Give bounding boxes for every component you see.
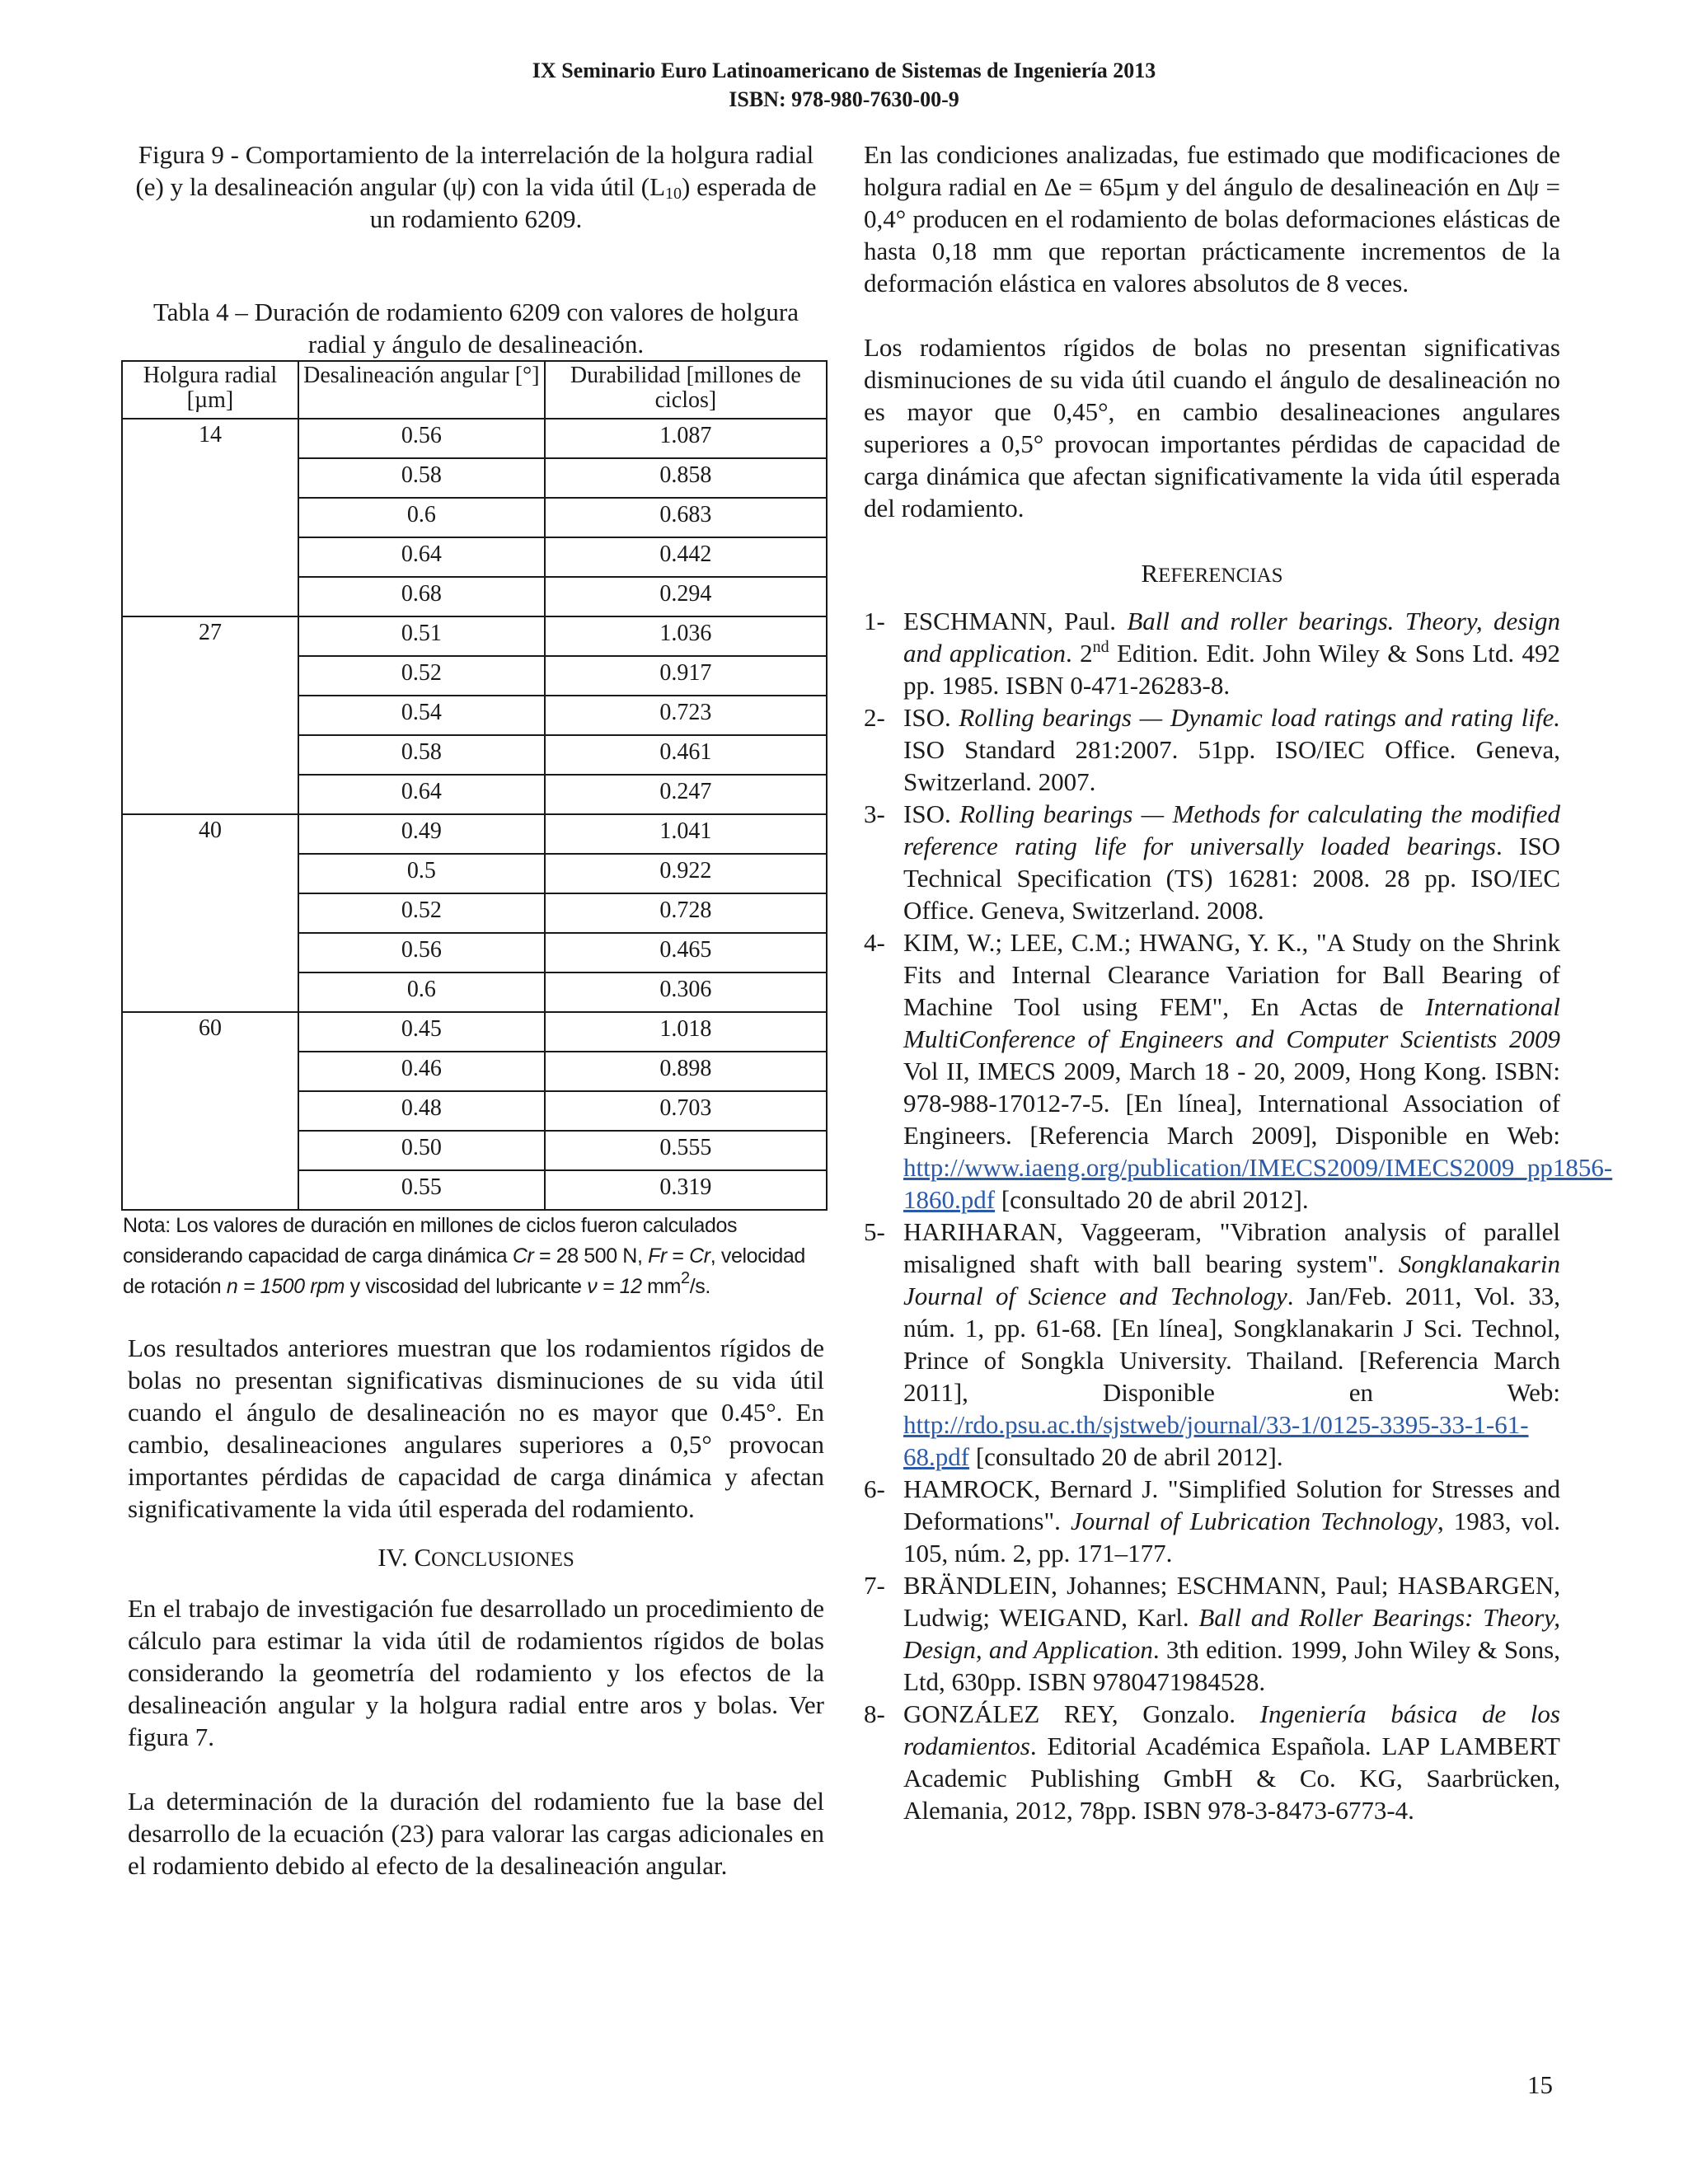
angle-cell: 0.56 (298, 933, 545, 972)
angle-cell: 0.55 (298, 1170, 545, 1210)
right-column (864, 138, 1613, 1826)
table-row (122, 1012, 827, 1052)
life-cell: 0.294 (545, 577, 827, 616)
angle-cell: 0.52 (298, 656, 545, 696)
reference-item: 7- BRÄNDLEIN, Johannes; ESCHMANN, Paul; HASBARGEN, Ludwig; WEIGAND, Karl. Ball and Roller Bearings: Theory, Design, and Application. 3th edition. 1999, John Wiley & Sons, Ltd, 630pp. ISBN 9780471984528. (864, 1571, 1560, 1696)
header-title: IX Seminario Euro Latinoamericano de Sistemas de Ingeniería 2013 (532, 59, 1156, 82)
header-clearance: Holgura radial [µm] (122, 361, 298, 419)
results-paragraph: Los resultados anteriores muestran que los rodamientos rígidos de bolas no presentan significativas disminuciones de su vida útil cuando el ángulo de desalineación no es mayor que 0.45°. En cambio, desalineaciones angulares superiores a 0,5° provocan importantes pérdidas de capacidad de carga dinámica y afectan significativamente la vida útil esperada del rodamiento. (128, 1333, 824, 1523)
table-row (122, 419, 827, 458)
conclusion-paragraph-1: En el trabajo de investigación fue desarrollado un procedimiento de cálculo para estimar la vida útil de rodamientos rígidos de bolas considerando la geometría del rodamiento y los efectos de la desalineación angular y la holgura radial entre aros y bolas. Ver figura 7. (128, 1594, 824, 1751)
clearance-cell: 60 (122, 1012, 298, 1210)
life-cell: 1.036 (545, 616, 827, 656)
table-note: Nota: Los valores de duración en millones de ciclos fueron calculados considerando capacidad de carga dinámica Cr = 28 500 N, Fr = Cr, velocidad de rotación n = 1500 rpm y viscosidad del lubricante ν = 12 $mm^2/s$. (123, 1214, 805, 1298)
reference-item: 1- ESCHMANN, Paul. Ball and roller bearings. Theory, design and application. 2nd Edition. Edit. John Wiley & Sons Ltd. 492 pp. 1985. ISBN 0-471-26283-8. (864, 607, 1560, 700)
reference-item: 8- GONZÁLEZ REY, Gonzalo. Ingeniería básica de los rodamientos. Editorial Académica Española. LAP LAMBERT Academic Publishing GmbH & Co. KG, Saarbrücken, Alemania, 2012, 78pp. ISBN 978-3-8473-6773-4. (864, 1699, 1560, 1825)
header-durability: Durabilidad [millones de ciclos] (545, 361, 827, 419)
life-cell: 0.898 (545, 1052, 827, 1091)
analysis-paragraph: En las condiciones analizadas, fue estimado que modificaciones de holgura radial en Δe = 65µm y del ángulo de desalineación en Δψ = 0,4° producen en el rodamiento de bolas deformaciones elásticas de hasta 0,18 mm que reportan prácticamente incrementos de la deformación elástica en valores absolutos de 8 veces. (864, 140, 1560, 298)
angle-cell: 0.49 (298, 814, 545, 854)
life-cell: 0.465 (545, 933, 827, 972)
duration-table (121, 360, 828, 1211)
header-isbn: ISBN: 978-980-7630-00-9 (729, 87, 959, 111)
reference-item: 5- HARIHARAN, Vaggeeram, "Vibration analysis of parallel misaligned shaft with ball bearing system". Songklanakarin Journal of Science and Technology. Jan/Feb. 2011, Vol. 33, núm. 1, pp. 61-68. [En línea], Songklanakarin J Sci. Technol, Prince of Songkla University. Thailand. [Referencia March 2011], Disponible en Web: http://rdo.psu.ac.th/sjstweb/journal/33-1/0125-3395-33-1-61-68.pdf [consultado 20 de abril 2012]. (864, 1217, 1560, 1471)
clearance-cell: 27 (122, 616, 298, 814)
angle-cell: 0.45 (298, 1012, 545, 1052)
figure-9-caption: Figura 9 - Comportamiento de la interrelación de la holgura radial (e) y la desalineación angular (ψ) con la vida útil $(L_{10})$ esperada de un rodamiento 6209. (135, 140, 817, 233)
iaeng-link[interactable]: http://www.iaeng.org/publication/IMECS2009/IMECS2009_pp1856-1860.pdf (903, 1153, 1613, 1214)
conclusion-paragraph-2: La determinación de la duración del rodamiento fue la base del desarrollo de la ecuación (23) para valorar las cargas adicionales en el rodamiento debido al efecto de la desalineación angular. (128, 1787, 824, 1880)
table-row (122, 616, 827, 656)
angle-cell: 0.68 (298, 577, 545, 616)
reference-item: 6- HAMROCK, Bernard J. "Simplified Solution for Stresses and Deformations". Journal of Lubrication Technology, 1983, vol. 105, núm. 2, pp. 171–177. (864, 1474, 1560, 1568)
angle-cell: 0.64 (298, 537, 545, 577)
life-cell: 0.461 (545, 735, 827, 775)
angle-cell: 0.54 (298, 696, 545, 735)
angle-cell: 0.5 (298, 854, 545, 893)
life-cell: 0.683 (545, 498, 827, 537)
references-heading: REFERENCIAS (1141, 559, 1283, 588)
life-cell: 1.041 (545, 814, 827, 854)
angle-cell: 0.52 (298, 893, 545, 933)
header-misalignment: Desalineación angular [°] (298, 361, 545, 419)
life-cell: 1.018 (545, 1012, 827, 1052)
angle-cell: 0.56 (298, 419, 545, 458)
running-header (0, 56, 1688, 114)
life-cell: 0.917 (545, 656, 827, 696)
angle-cell: 0.48 (298, 1091, 545, 1131)
life-cell: 0.728 (545, 893, 827, 933)
life-cell: 0.306 (545, 972, 827, 1012)
angle-cell: 0.51 (298, 616, 545, 656)
life-cell: 0.858 (545, 458, 827, 498)
reference-item: 4- KIM, W.; LEE, C.M.; HWANG, Y. K., "A Study on the Shrink Fits and Internal Clearance Variation for Ball Bearing of Machine Tool using FEM", En Actas de International MultiConference of Engineers and Computer Scientists 2009 Vol II, IMECS 2009, March 18 - 20, 2009, Hong Kong. ISBN: 978-988-17012-7-5. [En línea], International Association of Engineers. [Referencia March 2009], Disponible en Web: http://www.iaeng.org/publication/IMECS2009/IMECS2009_pp1856-1860.pdf [consultado 20 de abril 2012]. (864, 928, 1613, 1214)
angle-cell: 0.6 (298, 498, 545, 537)
angle-cell: 0.50 (298, 1131, 545, 1170)
life-cell: 0.247 (545, 775, 827, 814)
life-cell: 0.703 (545, 1091, 827, 1131)
table-row (122, 814, 827, 854)
life-cell: 1.087 (545, 419, 827, 458)
life-cell: 0.922 (545, 854, 827, 893)
life-cell: 0.723 (545, 696, 827, 735)
table-4-caption: Tabla 4 – Duración de rodamiento 6209 con valores de holgura radial y ángulo de desalineación. (153, 298, 799, 359)
clearance-cell: 40 (122, 814, 298, 1012)
page-number: 15 (1527, 2070, 1553, 2099)
reference-list (864, 605, 1613, 1826)
summary-paragraph: Los rodamientos rígidos de bolas no presentan significativas disminuciones de su vida útil cuando el ángulo de desalineación no es mayor que 0,45°, en cambio desalineaciones angulares superiores a 0,5° provocan importantes pérdidas de capacidad de carga dinámica que afectan significativamente la vida útil esperada del rodamiento. (864, 333, 1560, 523)
section-heading-conclusions: IV. CONCLUSIONES (377, 1543, 574, 1572)
angle-cell: 0.58 (298, 735, 545, 775)
reference-item: 2- ISO. Rolling bearings — Dynamic load ratings and rating life. ISO Standard 281:2007. 51pp. ISO/IEC Office. Geneva, Switzerland. 2007. (864, 703, 1560, 796)
clearance-cell: 14 (122, 419, 298, 616)
reference-item: 3- ISO. Rolling bearings — Methods for calculating the modified reference rating life for universally loaded bearings. ISO Technical Specification (TS) 16281: 2008. 28 pp. ISO/IEC Office. Geneva, Switzerland. 2008. (864, 799, 1560, 925)
sjst-link[interactable]: http://rdo.psu.ac.th/sjstweb/journal/33-1/0125-3395-33-1-61-68.pdf (903, 1410, 1529, 1471)
angle-cell: 0.58 (298, 458, 545, 498)
life-cell: 0.319 (545, 1170, 827, 1210)
life-cell: 0.555 (545, 1131, 827, 1170)
left-column (123, 138, 824, 1882)
angle-cell: 0.64 (298, 775, 545, 814)
angle-cell: 0.6 (298, 972, 545, 1012)
angle-cell: 0.46 (298, 1052, 545, 1091)
life-cell: 0.442 (545, 537, 827, 577)
table-header-row (122, 361, 827, 419)
